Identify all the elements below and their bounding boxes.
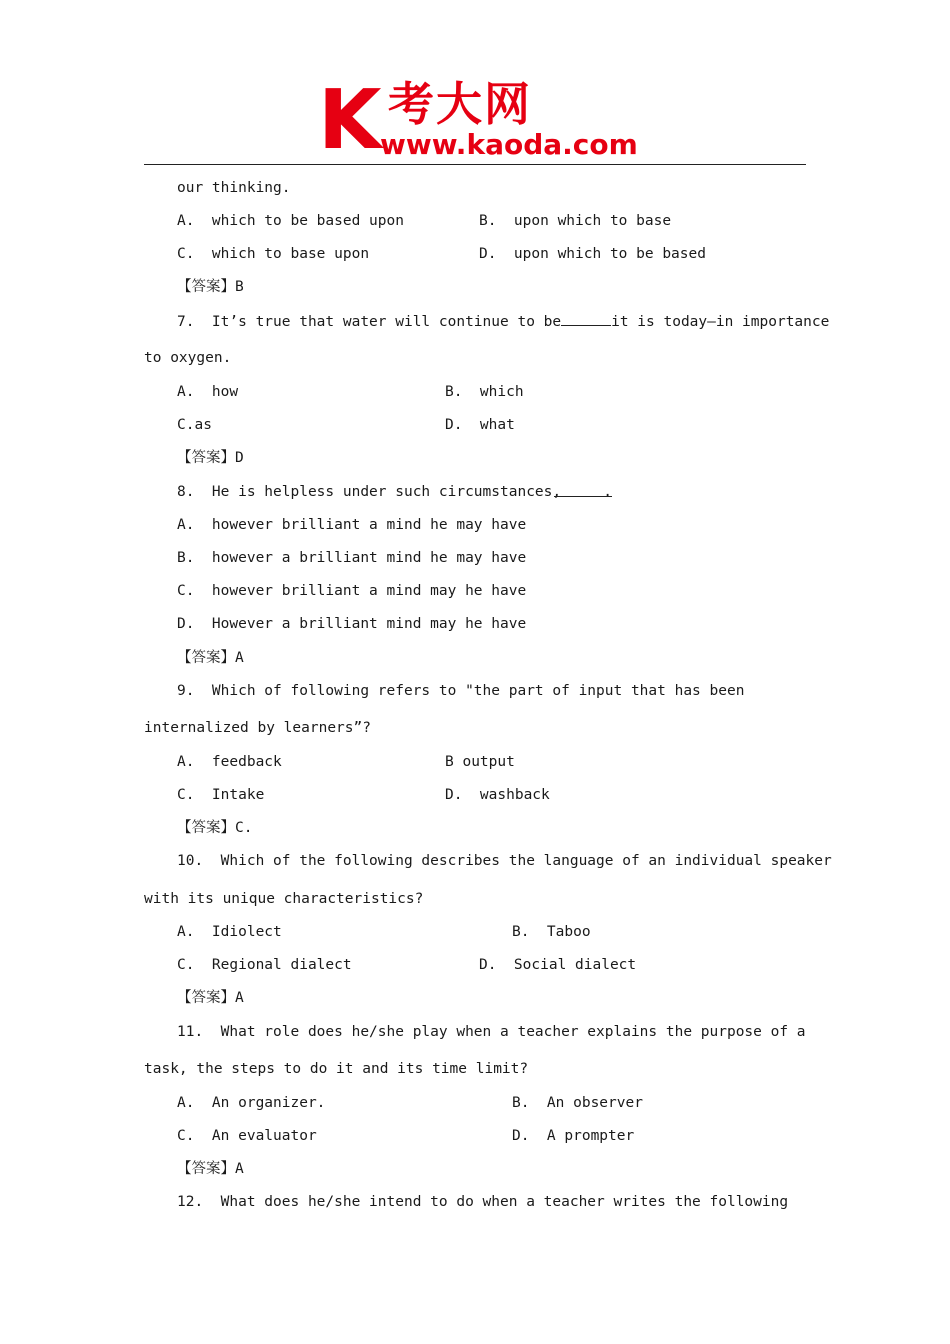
q7-stem-part1: 7. It’s true that water will continue to be [177,314,562,330]
q8-blank [554,482,612,500]
q7-option-d: D. what [445,417,515,433]
q10-option-c: C. Regional dialect [177,957,352,973]
q8-option-b: B. however a brilliant mind he may have [177,550,527,566]
q6-answer: 【答案】B [177,279,244,295]
q11-option-c: C. An evaluator [177,1128,317,1144]
q10-option-a: A. Idiolect [177,924,282,940]
q7-answer: 【答案】D [177,450,244,466]
logo-url: www.kaoda.com [380,128,638,161]
kaoda-logo [318,72,648,162]
q11-answer: 【答案】A [177,1161,244,1177]
logo-title: 考大网 [388,77,532,131]
q10-stem-line1: 10. Which of the following describes the language of an individual speaker [177,853,832,869]
q10-answer: 【答案】A [177,990,244,1006]
q7-stem-part2: it is today—in importance [611,314,830,330]
q10-option-d: D. Social dialect [479,957,637,973]
q8-answer: 【答案】A [177,650,244,666]
q10-stem-line2: with its unique characteristics? [144,891,424,907]
q12-stem-line1: 12. What does he/she intend to do when a teacher writes the following [177,1194,789,1210]
q11-stem-line1: 11. What role does he/she play when a teacher explains the purpose of a [177,1024,806,1040]
q8-option-c: C. however brilliant a mind may he have [177,583,527,599]
q6-stem-end: our thinking. [177,180,291,196]
q6-option-b: B. upon which to base [479,213,672,229]
q6-option-a: A. which to be based upon [177,213,404,229]
q11-option-d: D. A prompter [512,1128,635,1144]
header-rule [144,164,806,165]
q6-option-d: D. upon which to be based [479,246,706,262]
q7-option-a: A. how [177,384,239,400]
q7-option-b: B. which [445,384,524,400]
q10-option-b: B. Taboo [512,924,591,940]
q7-blank [561,311,611,326]
q6-option-c: C. which to base upon [177,246,370,262]
q7-stem-line1 [177,311,829,332]
q9-option-a: A. feedback [177,754,282,770]
q8-option-a: A. however brilliant a mind he may have [177,517,527,533]
q11-stem-line2: task, the steps to do it and its time limit? [144,1061,529,1077]
q7-stem-line2: to oxygen. [144,350,232,366]
q9-option-d: D. washback [445,787,550,803]
q11-option-b: B. An observer [512,1095,643,1111]
q9-stem-line2: internalized by learners”? [144,720,371,736]
q8-blank-line [554,482,612,502]
q8-period: . [603,484,612,500]
q9-option-b: B output [445,754,515,770]
q9-answer: 【答案】C. [177,820,253,836]
q8-stem: 8. He is helpless under such circumstances, [177,484,562,500]
q8-option-d: D. However a brilliant mind may he have [177,616,527,632]
q11-option-a: A. An organizer. [177,1095,326,1111]
q7-option-c: C.as [177,417,212,433]
logo-k-letter: K [318,73,382,162]
q9-option-c: C. Intake [177,787,265,803]
q9-stem-line1: 9. Which of following refers to "the part of input that has been [177,683,745,699]
